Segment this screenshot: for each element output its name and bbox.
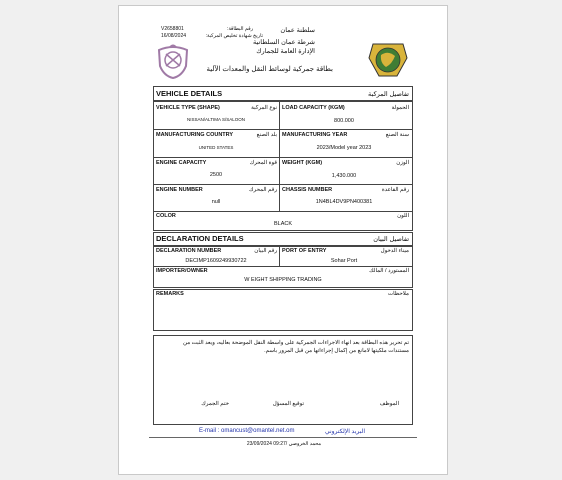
load-capacity-value: 800.000 [334,118,354,124]
gcc-logo [367,40,409,80]
card-number-label: رقم البطاقة: [226,26,253,32]
weight-value: 1,430.000 [331,173,357,179]
remarks-label: REMARKS [156,291,184,297]
customs-heading: الإدارة العامة للجمارك [256,48,315,55]
notice-text: تم تحرير هذه البطاقة بعد انهاء الاجراءات الجمركية على واسطة النقل الموضحة بعاليه، ويعد الثبت من مستندات ملكيتها لامانع من إكمال إجراءاتها من قبل المرور باسم. [183,340,409,354]
weight-label: WEIGHT (KGM) [282,160,323,166]
engine-number-label: ENGINE NUMBER [156,187,203,193]
engine-capacity-label-ar: قوة المحرك [249,160,277,166]
ref-date: 16/08/2024 [161,33,187,39]
remarks-label-ar: ملاحظات [388,291,409,297]
load-capacity-label-ar: الحمولة [391,105,409,111]
email-line [199,428,294,434]
police-heading: شرطة عمان السلطانية [253,39,315,46]
employee-signature-label: الموظف [379,401,399,407]
email-label-ar: البريد الإلكتروني [324,429,365,435]
importer-owner-label: IMPORTER/OWNER [156,268,208,274]
declaration-details-title: DECLARATION DETAILS [156,234,244,243]
registrar-signature-label: توقيع المسؤل [272,401,304,407]
port-of-entry-label-ar: ميناء الدخول [380,248,409,254]
color-value: BLACK [273,221,293,227]
clearance-date-label: تاريخ شهادة تخليص المركبة: [205,33,263,39]
card-title: بطاقة جمركية لوسائط النقل والمعدات الآلية [206,66,333,73]
declaration-number-value: DECIMP1609249930722 [185,258,247,264]
chassis-number-label-ar: رقم القاعدة [381,187,409,193]
email-value[interactable]: omancust@omantel.net.om [221,428,295,434]
manufacturing-country-label: MANUFACTURING COUNTRY [156,132,234,138]
port-of-entry-value: Sohar Port [330,258,358,264]
engine-number-label-ar: رقم المحرك [249,187,277,193]
importer-owner-value: W EIGHT SHIPPING TRADING [244,277,322,283]
port-of-entry-label: PORT OF ENTRY [282,248,327,254]
manufacturing-country-label-ar: بلد الصنع [256,132,277,138]
manufacturing-country-value: UNITED STATES [198,145,234,150]
engine-capacity-value: 2500 [209,172,223,178]
email-label: E-mail : [199,428,222,434]
customs-stamp-label: ختم الجمرك [201,401,229,407]
importer-owner-label-ar: المستورد / المالك [369,268,409,274]
declaration-number-label-ar: رقم البيان [254,248,277,254]
declaration-details-title-ar: تفاصيل البيان [373,236,409,243]
chassis-number-label: CHASSIS NUMBER [282,187,333,193]
chassis-number-value: 1N4BL4DV9PN400381 [315,199,373,205]
weight-label-ar: الوزن [396,160,409,166]
vehicle-type-label: VEHICLE TYPE (SHAPE) [156,105,220,111]
color-label: COLOR [156,213,176,219]
color-label-ar: اللون [397,213,409,219]
vehicle-type-value: NISSAN/ALTIMA S/SALOON [187,117,245,122]
ref-number: V2658801 [161,26,184,32]
vehicle-details-title: VEHICLE DETAILS [156,89,223,98]
oman-police-emblem [156,42,190,80]
manufacturing-year-label: MANUFACTURING YEAR [282,132,348,138]
manufacturing-year-value: 2023/Model year 2023 [316,145,372,151]
manufacturing-year-label-ar: سنة الصنع [385,132,409,138]
oman-heading: سلطنة عمان [280,27,315,34]
print-info: 23/09/2024 09:27/ محمد الخروصي [246,441,322,447]
declaration-number-label: DECLARATION NUMBER [156,248,222,254]
load-capacity-label: LOAD CAPACITY (KGM) [282,105,345,111]
vehicle-type-label-ar: نوع المركبة [251,105,277,111]
vehicle-details-title-ar: تفاصيل المركبة [368,91,409,98]
customs-card-page [118,5,448,475]
engine-capacity-label: ENGINE CAPACITY [156,160,207,166]
engine-number-value: null [211,199,221,205]
